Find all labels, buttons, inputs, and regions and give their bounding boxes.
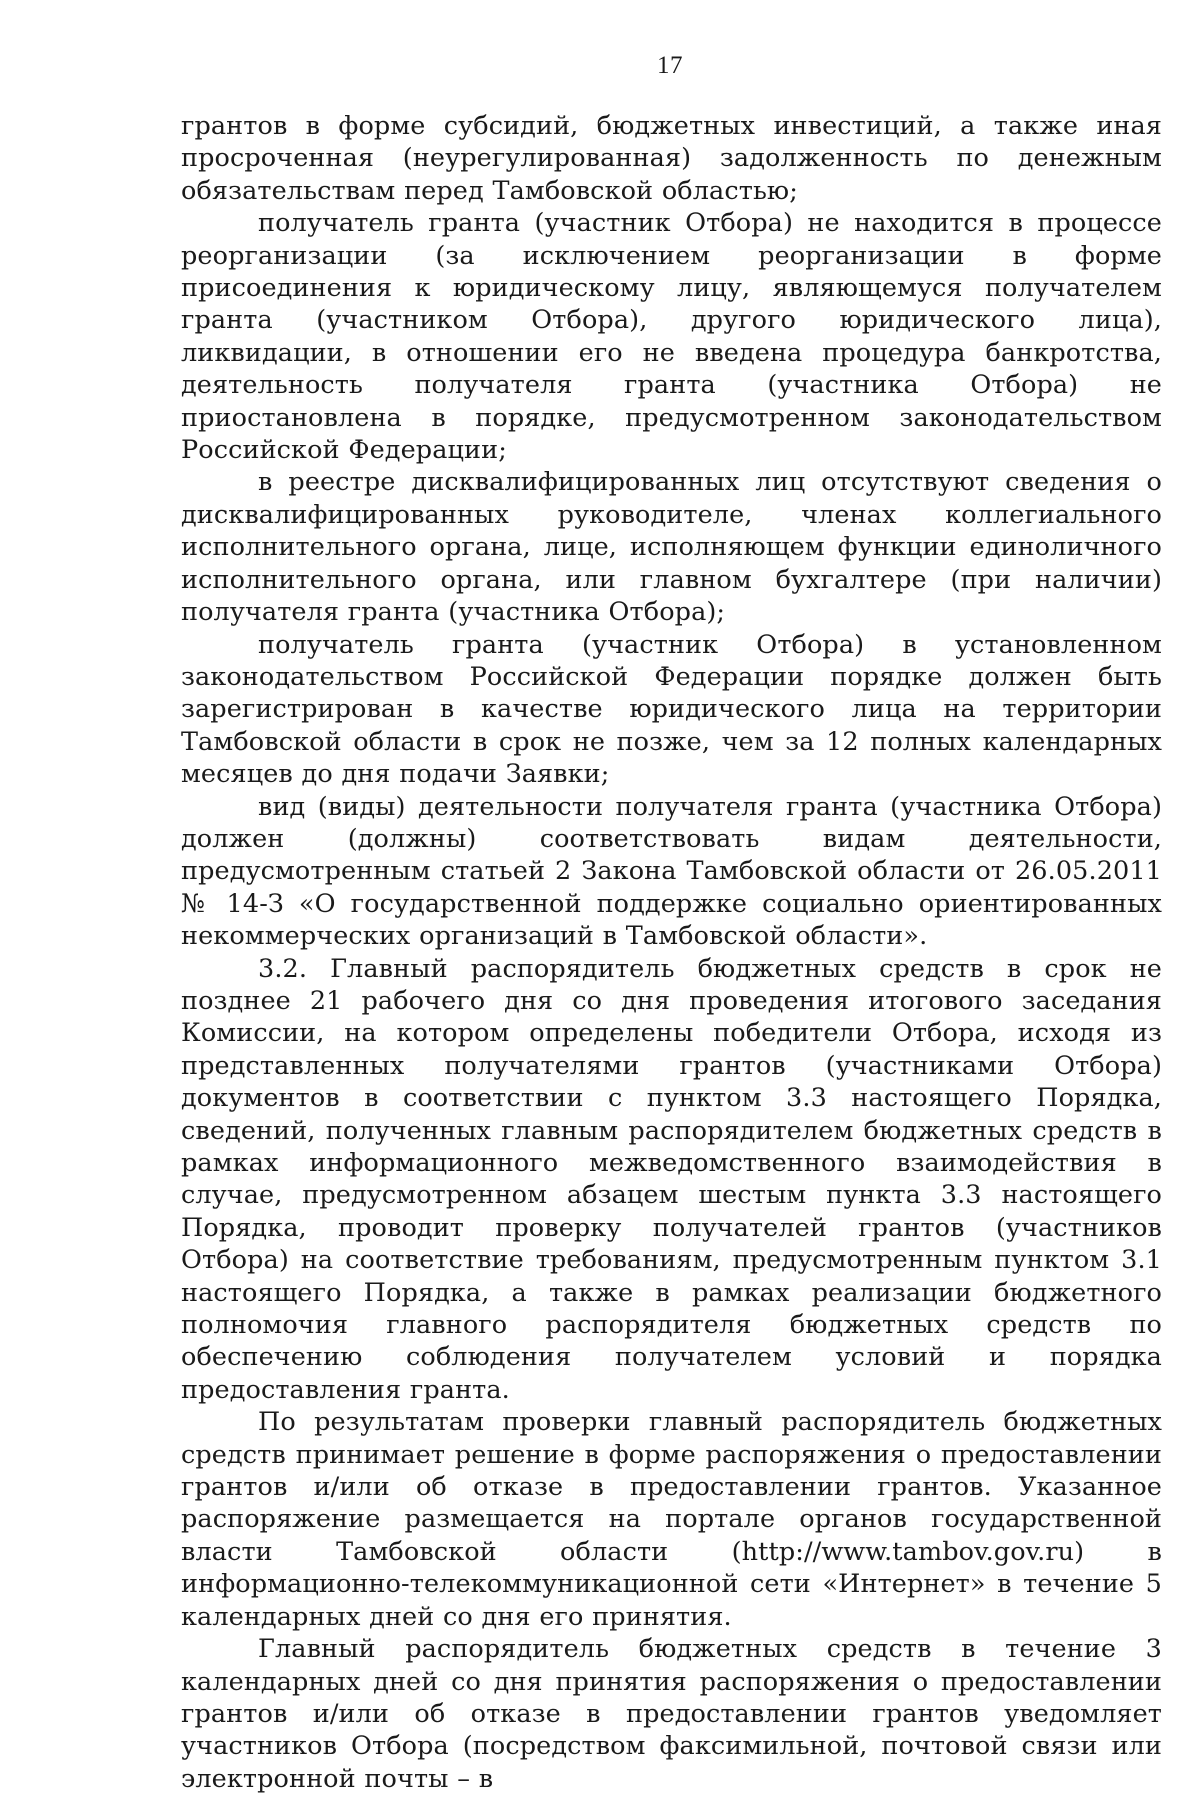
paragraph-section-3-2: 3.2. Главный распорядитель бюджетных средств в срок не позднее 21 рабочего дня со дня проведения итогового заседания Комиссии, на котором определены победители Отбора, исходя из представленных получателями грантов (участниками Отбора) документов в соответствии с пунктом 3.3 настоящего Порядка, сведений, полученных главным распорядителем бюджетных средств в рамках информационного межведомственного взаимодействия в случае, предусмотренном абзацем шестым пункта 3.3 настоящего Порядка, проводит проверку получателей грантов (участников Отбора) на соответствие требованиям, предусмотренным пунктом 3.1 настоящего Порядка, а также в рамках реализации бюджетного полномочия главного распорядителя бюджетных средств по обеспечению соблюдения получателем условий и порядка предоставления гранта. (181, 953, 1162, 1405)
paragraph-registration: получатель гранта (участник Отбора) в установленном законодательством Российской Федерации порядке должен быть зарегистрирован в качестве юридического лица на территории Тамбовской области в срок не позже, чем за 12 полных календарных месяцев до дня подачи Заявки; (181, 629, 1162, 790)
paragraph-verification-results: По результатам проверки главный распорядитель бюджетных средств принимает решение в форме распоряжения о предоставлении грантов и/или об отказе в предоставлении грантов. Указанное распоряжение размещается на портале органов государственной власти Тамбовской области (http://www.tambov.gov.ru) в информационно-телекоммуникационной сети «Интернет» в течение 5 календарных дней со дня его принятия. (181, 1407, 1162, 1632)
paragraph-notification: Главный распорядитель бюджетных средств в течение 3 календарных дней со дня принятия распоряжения о предоставлении грантов и/или об отказе в предоставлении грантов уведомляет участников Отбора (посредством факсимильной, почтовой связи или электронной почты – в (181, 1634, 1162, 1794)
paragraph-reorganization: получатель гранта (участник Отбора) не находится в процессе реорганизации (за исключением реорганизации в форме присоединения к юридическому лицу, являющемуся получателем гранта (участником Отбора), другого юридического лица), ликвидации, в отношении его не введена процедура банкротства, деятельность получателя гранта (участника Отбора) не приостановлена в порядке, предусмотренном законодательством Российской Федерации; (181, 208, 1162, 466)
paragraph-disqualified-registry: в реестре дисквалифицированных лиц отсутствуют сведения о дисквалифицированных руководителе, членах коллегиального исполнительного органа, лице, исполняющем функции единоличного исполнительного органа, или главном бухгалтере (при наличии) получателя гранта (участника Отбора); (181, 467, 1162, 628)
paragraph-continuation: грантов в форме субсидий, бюджетных инвестиций, а также иная просроченная (неурегулированная) задолженность по денежным обязательствам перед Тамбовской областью; (181, 111, 1162, 206)
page-number: 17 (657, 52, 683, 79)
paragraph-activity-types: вид (виды) деятельности получателя гранта (участника Отбора) должен (должны) соответствовать видам деятельности, предусмотренным статьей 2 Закона Тамбовской области от 26.05.2011 № 14-З «О государственной поддержке социально ориентированных некоммерческих организаций в Тамбовской области». (181, 791, 1162, 952)
document-body (181, 110, 1162, 1795)
